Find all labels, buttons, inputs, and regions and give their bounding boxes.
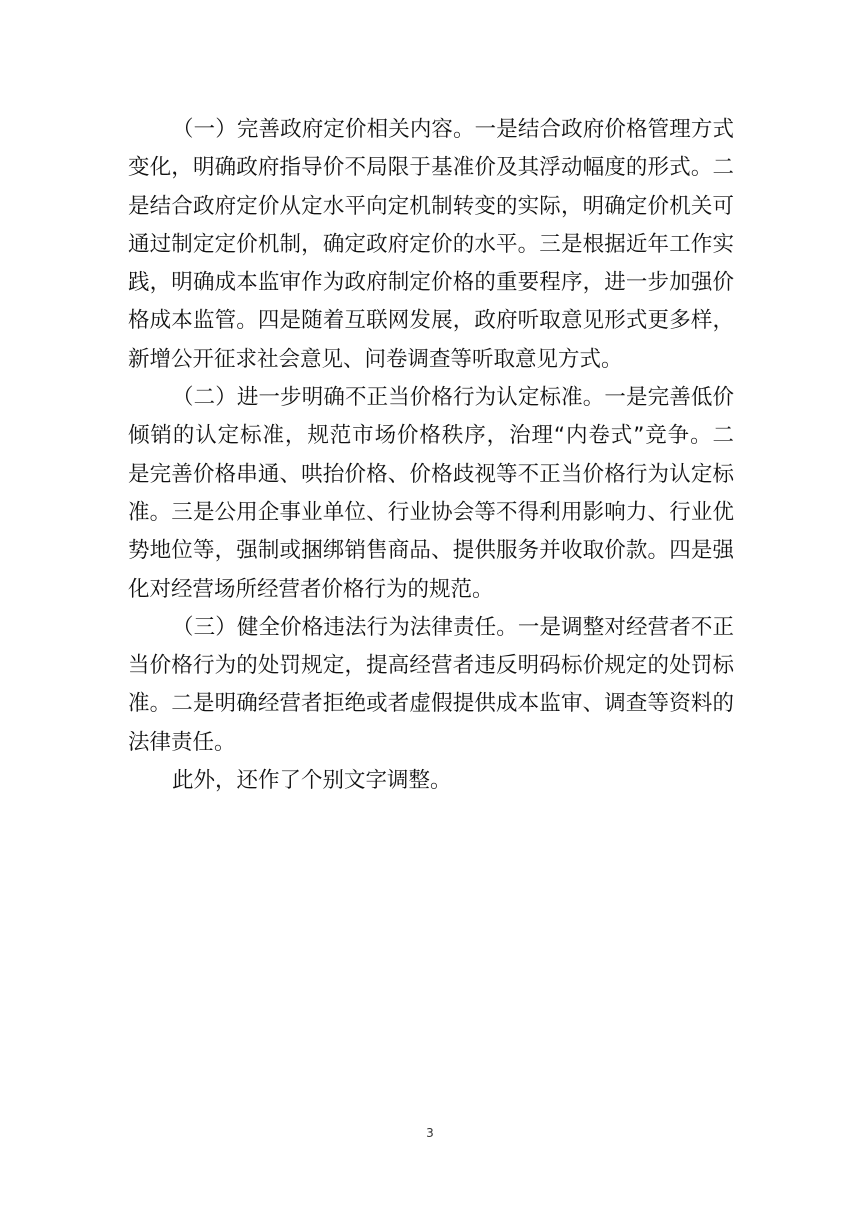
- paragraph-line: 通过制定定价机制，确定政府定价的水平。三是根据近年工作实: [128, 231, 734, 257]
- paragraph-line: 此外，还作了个别文字调整。: [172, 768, 452, 794]
- paragraph-line: 变化，明确政府指导价不局限于基准价及其浮动幅度的形式。二: [128, 155, 734, 181]
- paragraph-2: [128, 379, 734, 609]
- paragraph-line: （三）健全价格违法行为法律责任。一是调整对经营者不正: [172, 614, 734, 640]
- paragraph-line: 格成本监管。四是随着互联网发展，政府听取意见形式更多样，: [128, 308, 734, 334]
- paragraph-line: （二）进一步明确不正当价格行为认定标准。一是完善低价: [172, 385, 734, 411]
- paragraph-line: 准。二是明确经营者拒绝或者虚假提供成本监审、调查等资料的: [128, 691, 734, 717]
- paragraph-line: 化对经营场所经营者价格行为的规范。: [128, 576, 494, 602]
- body-text: [128, 111, 734, 800]
- page-number: 3: [426, 1126, 434, 1140]
- paragraph-1: [128, 111, 734, 379]
- paragraph-line: 倾销的认定标准，规范市场价格秩序，治理“内卷式”竞争。二: [128, 423, 734, 449]
- paragraph-line: 势地位等，强制或捆绑销售商品、提供服务并收取价款。四是强: [128, 538, 734, 564]
- paragraph-4: [128, 762, 734, 800]
- paragraph-line: 准。三是公用企事业单位、行业协会等不得利用影响力、行业优: [128, 499, 734, 525]
- paragraph-line: 是结合政府定价从定水平向定机制转变的实际，明确定价机关可: [128, 193, 734, 219]
- paragraph-line: 法律责任。: [128, 729, 236, 755]
- paragraph-line: 是完善价格串通、哄抬价格、价格歧视等不正当价格行为认定标: [128, 461, 734, 487]
- paragraph-3: [128, 609, 734, 762]
- paragraph-line: 践，明确成本监审作为政府制定价格的重要程序，进一步加强价: [128, 270, 734, 296]
- paragraph-line: 当价格行为的处罚规定，提高经营者违反明码标价规定的处罚标: [128, 653, 734, 679]
- paragraph-line: （一）完善政府定价相关内容。一是结合政府价格管理方式: [172, 117, 734, 142]
- paragraph-line: 新增公开征求社会意见、问卷调查等听取意见方式。: [128, 346, 623, 372]
